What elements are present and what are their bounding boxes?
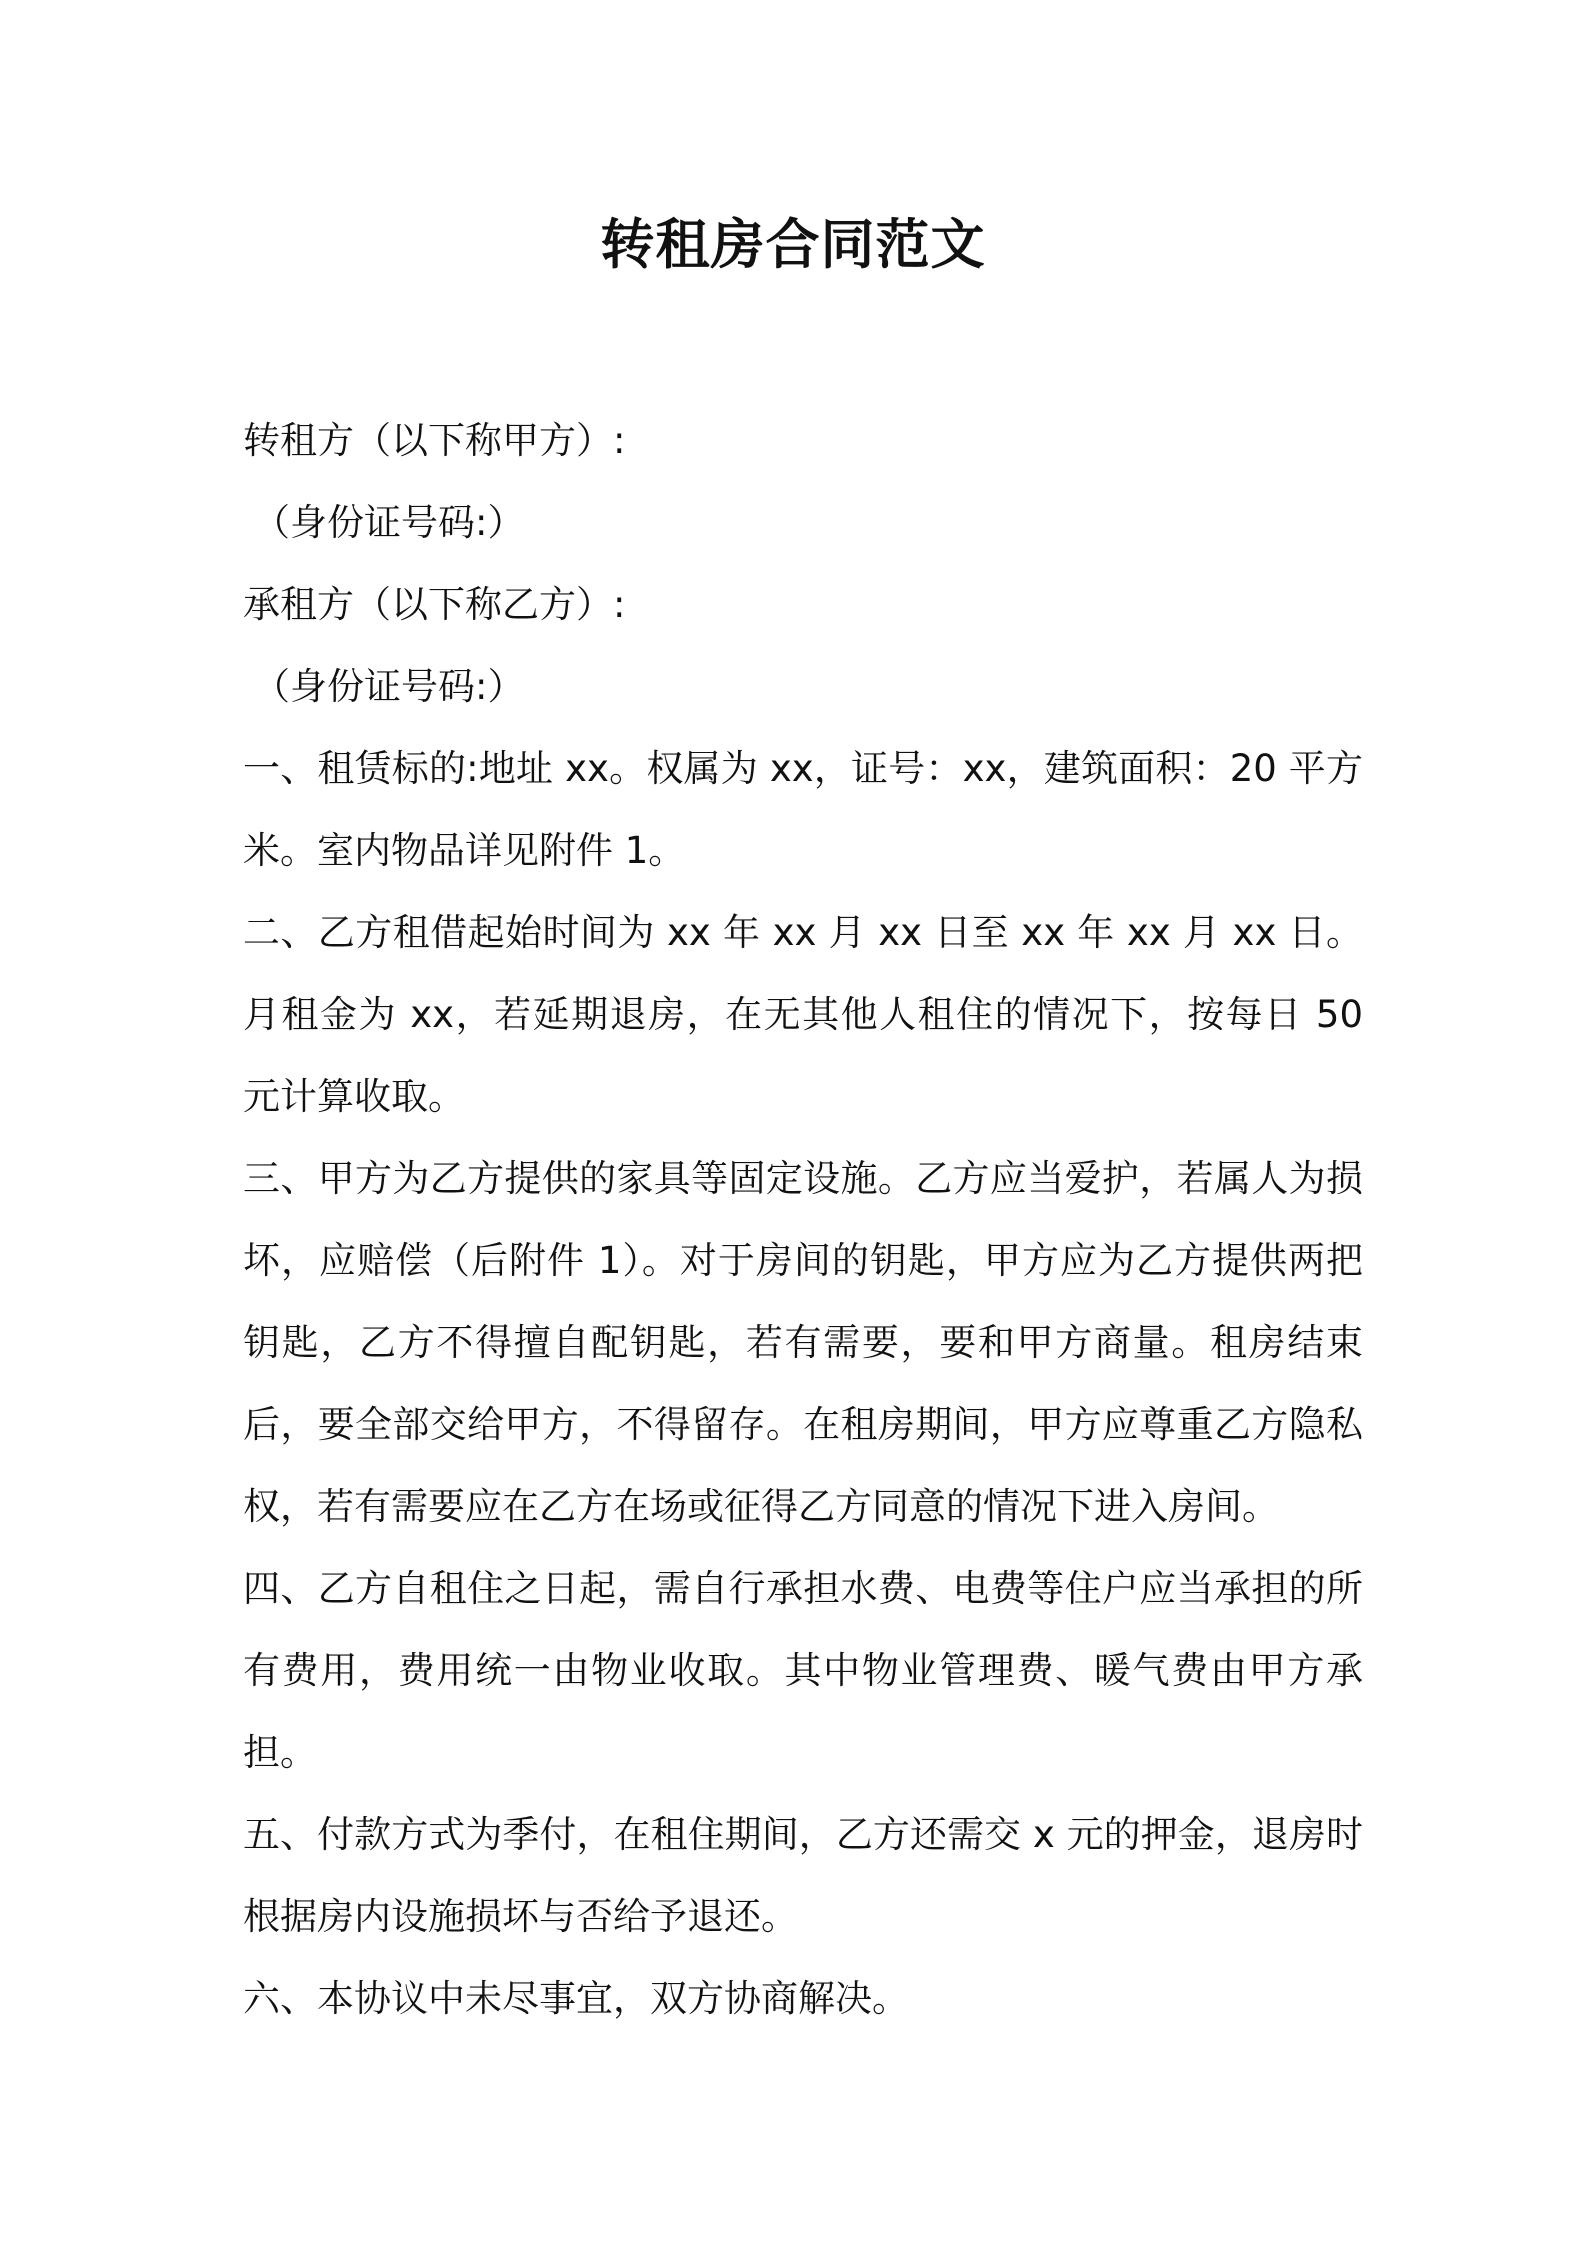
sublessor-line: 转租方（以下称甲方）: — [243, 419, 626, 462]
clause-3: 三、甲方为乙方提供的家具等固定设施。乙方应当爱护，若属人为损坏，应赔偿（后附件 1）。对于房间的钥匙，甲方应为乙方提供两把钥匙，乙方不得擅自配钥匙，若有需要，要和甲方商量。租房结束后，要全部交给甲方，不得留存。在租房期间，甲方应尊重乙方隐私权，若有需要应在乙方在场或征得乙方同意的情况下进入房间。 — [243, 1157, 1363, 1528]
clause-5: 五、付款方式为季付，在租住期间，乙方还需交 x 元的押金，退房时根据房内设施损坏与否给予退还。 — [243, 1813, 1363, 1938]
document-body — [243, 400, 1363, 2040]
sublessor-id-line: （身份证号码:） — [253, 501, 525, 544]
clause-6: 六、本协议中未尽事宜，双方协商解决。 — [243, 1977, 909, 2020]
document-title: 转租房合同范文 — [600, 213, 986, 276]
lessee-line: 承租方（以下称乙方）: — [243, 583, 626, 626]
clause-2: 二、乙方租借起始时间为 xx 年 xx 月 xx 日至 xx 年 xx 月 xx 日。月租金为 xx，若延期退房，在无其他人租住的情况下，按每日 50 元计算收取。 — [243, 911, 1363, 1118]
clause-1: 一、租赁标的:地址 xx。权属为 xx，证号：xx，建筑面积：20 平方米。室内物品详见附件 1。 — [243, 747, 1363, 872]
clause-4: 四、乙方自租住之日起，需自行承担水费、电费等住户应当承担的所有费用，费用统一由物业收取。其中物业管理费、暖气费由甲方承担。 — [243, 1567, 1363, 1774]
lessee-id-line: （身份证号码:） — [253, 665, 525, 708]
